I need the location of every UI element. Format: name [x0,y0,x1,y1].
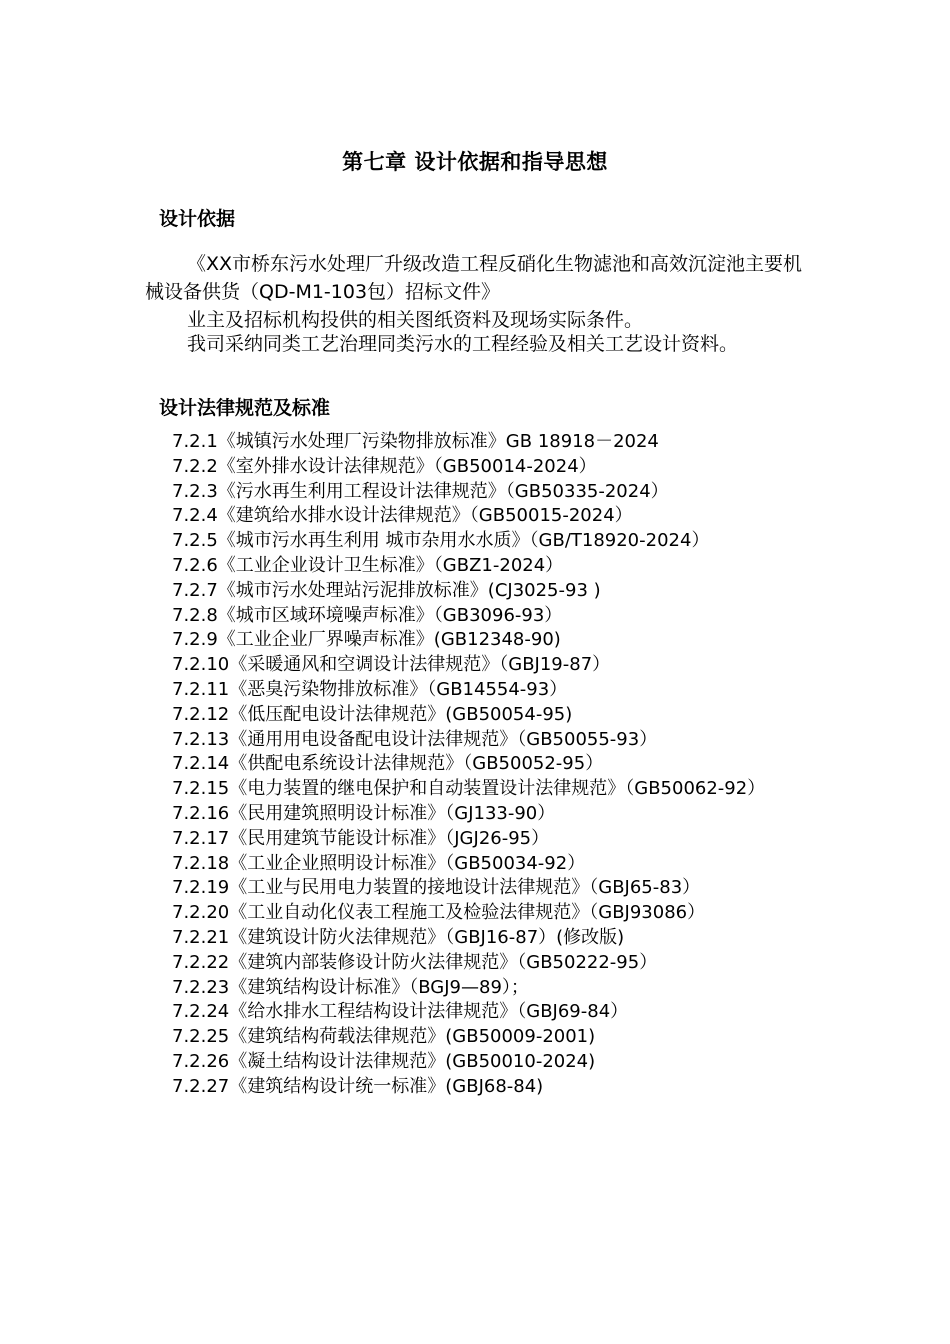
list-item: 7.2.13《通用用电设备配电设计法律规范》（GB50055-93） [172,728,658,750]
list-item: 7.2.6《工业企业设计卫生标准》（GBZ1-2024） [172,554,564,576]
list-item: 7.2.20《工业自动化仪表工程施工及检验法律规范》（GBJ93086） [172,902,706,924]
list-item: 7.2.7《城市污水处理站污泥排放标准》(CJ3025-93 ) [172,579,601,601]
basis-paragraph-1 [145,250,813,306]
list-item: 7.2.24《给水排水工程结构设计法律规范》（GBJ69-84） [172,1001,629,1023]
section-heading-basis: 设计依据 [159,208,236,230]
list-item: 7.2.10《采暖通风和空调设计法律规范》（GBJ19-87） [172,654,611,676]
basis-paragraph-1-text: 《XX市桥东污水处理厂升级改造工程反硝化生物滤池和高效沉淀池主要机械设备供货（QD-M1-103包）招标文件》 [145,253,803,303]
list-item: 7.2.11《恶臭污染物排放标准》（GB14554-93） [172,678,568,700]
chapter-title: 第七章 设计依据和指导思想 [342,150,608,174]
list-item: 7.2.14《供配电系统设计法律规范》（GB50052-95） [172,753,604,775]
list-item: 7.2.4《建筑给水排水设计法律规范》（GB50015-2024） [172,505,633,527]
list-item: 7.2.1《城镇污水处理厂污染物排放标准》GB 18918－2024 [172,431,659,452]
list-item: 7.2.5《城市污水再生利用 城市杂用水水质》（GB/T18920-2024） [172,530,710,552]
list-item: 7.2.2《室外排水设计法律规范》（GB50014-2024） [172,455,597,477]
list-item: 7.2.26《凝土结构设计法律规范》(GB50010-2024) [172,1050,596,1072]
list-item: 7.2.27《建筑结构设计统一标准》(GBJ68-84) [172,1075,544,1097]
list-item: 7.2.17《民用建筑节能设计标准》（JGJ26-95） [172,827,550,849]
list-item: 7.2.3《污水再生利用工程设计法律规范》（GB50335-2024） [172,480,669,502]
list-item: 7.2.21《建筑设计防火法律规范》（GBJ16-87）(修改版) [172,926,625,948]
list-item: 7.2.18《工业企业照明设计标准》（GB50034-92） [172,852,586,874]
basis-paragraph-3 [145,330,813,358]
list-item: 7.2.19《工业与民用电力装置的接地设计法律规范》（GBJ65-83） [172,877,701,899]
list-item: 7.2.12《低压配电设计法律规范》(GB50054-95) [172,703,573,725]
standards-list [172,430,812,1100]
basis-paragraph-2-text: 业主及招标机构投供的相关图纸资料及现场实际条件。 [187,309,644,331]
list-item: 7.2.25《建筑结构荷载法律规范》(GB50009-2001) [172,1026,596,1048]
list-item: 7.2.8《城市区域环境噪声标准》（GB3096-93） [172,604,563,626]
basis-paragraph-3-text: 我司采纳同类工艺治理同类污水的工程经验及相关工艺设计资料。 [187,333,739,355]
list-item: 7.2.15《电力装置的继电保护和自动装置设计法律规范》（GB50062-92） [172,778,766,800]
list-item: 7.2.22《建筑内部装修设计防火法律规范》（GB50222-95） [172,951,658,973]
list-item: 7.2.23《建筑结构设计标准》（BGJ9—89）； [172,976,529,998]
section-heading-standards: 设计法律规范及标准 [159,397,331,419]
list-item: 7.2.9《工业企业厂界噪声标准》(GB12348-90) [172,629,561,651]
list-item: 7.2.16《民用建筑照明设计标准》（GJ133-90） [172,802,556,824]
